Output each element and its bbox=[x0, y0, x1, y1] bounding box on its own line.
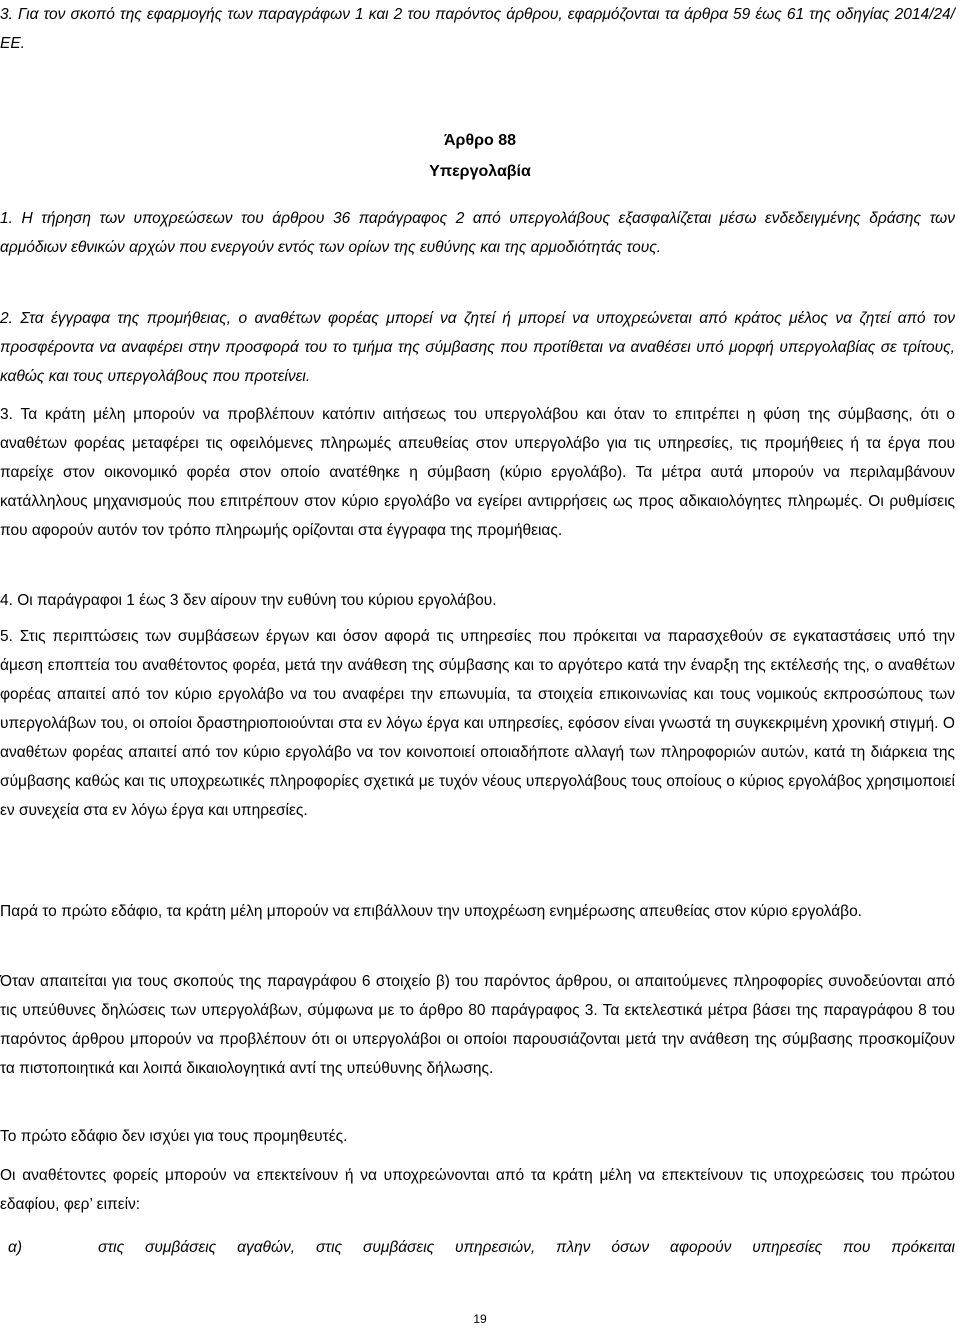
list-item-text: στις συμβάσεις αγαθών, στις συμβάσεις υπηρεσιών, πλην όσων αφορούν υπηρεσίες που πρόκειται bbox=[98, 1239, 955, 1256]
paragraph-2: 2. Στα έγγραφα της προμήθειας, ο αναθέτων φορέας μπορεί να ζητεί ή μπορεί να υποχρεώνεται από κράτος μέλος να ζητεί από τον προσφέροντα να αναφέρει στην προσφορά του το τμήμα της σύμβασης που προτίθεται να αναθέσει υπό μορφή υπεργολαβίας σε τρίτους, καθώς και τους υπεργολάβους που προτείνει. bbox=[0, 310, 955, 385]
paragraph-9: Οι αναθέτοντες φορείς μπορούν να επεκτείνουν ή να υποχρεώνονται από τα κράτη μέλη να επεκτείνουν τις υποχρεώσεις του πρώτου εδαφίου, φερ’ ειπείν: bbox=[0, 1167, 955, 1213]
page-number: 19 bbox=[473, 1312, 487, 1326]
paragraph-8: Το πρώτο εδάφιο δεν ισχύει για τους προμηθευτές. bbox=[0, 1128, 348, 1145]
paragraph-6: Παρά το πρώτο εδάφιο, τα κράτη μέλη μπορούν να επιβάλλουν την υποχρέωση ενημέρωσης απευθείας στον κύριο εργολάβο. bbox=[0, 903, 862, 920]
paragraph-1: 1. Η τήρηση των υποχρεώσεων του άρθρου 36 παράγραφος 2 από υπεργολάβους εξασφαλίζεται μέσω ενδεδειγμένης δράσης των αρμόδιων εθνικών αρχών που ενεργούν εντός των ορίων της ευθύνης και της αρμοδιότητάς τους. bbox=[0, 210, 955, 256]
article-title: Υπεργολαβία bbox=[429, 163, 531, 180]
paragraph-prev-article-3: 3. Για τον σκοπό της εφαρμογής των παραγράφων 1 και 2 του παρόντος άρθρου, εφαρμόζονται τα άρθρα 59 έως 61 της οδηγίας 2014/24/ΕΕ. bbox=[0, 6, 955, 52]
paragraph-7: Όταν απαιτείται για τους σκοπούς της παραγράφου 6 στοιχείο β) του παρόντος άρθρου, οι απαιτούμενες πληροφορίες συνοδεύονται από τις υπεύθυνες δηλώσεις των υπεργολάβων, σύμφωνα με το άρθρο 80 παράγραφος 3. Τα εκτελεστικά μέτρα βάσει της παραγράφου 8 του παρόντος άρθρου μπορούν να προβλέπουν ότι οι υπεργολάβοι οι οποίοι παρουσιάζονται μετά την ανάθεση της σύμβασης προσκομίζουν τα πιστοποιητικά και λοιπά δικαιολογητικά αντί της υπεύθυνης δήλωσης. bbox=[0, 973, 955, 1077]
paragraph-4: 4. Οι παράγραφοι 1 έως 3 δεν αίρουν την ευθύνη του κύριου εργολάβου. bbox=[0, 592, 497, 609]
list-item-marker: α) bbox=[8, 1239, 23, 1256]
paragraph-5: 5. Στις περιπτώσεις των συμβάσεων έργων και όσον αφορά τις υπηρεσίες που πρόκειται να παρασχεθούν σε εγκαταστάσεις υπό την άμεση εποπτεία του αναθέτοντος φορέα, μετά την ανάθεση της σύμβασης και το αργότερο κατά την έναρξη της εκτέλεσής της, ο αναθέτων φορέας απαιτεί από τον κύριο εργολάβο να του αναφέρει την επωνυμία, τα στοιχεία επικοινωνίας και τους νομικούς εκπροσώπους των υπεργολάβων του, οι οποίοι δραστηριοποιούνται στα εν λόγω έργα και υπηρεσίες, εφόσον είναι γνωστά τη συγκεκριμένη χρονική στιγμή. Ο αναθέτων φορέας απαιτεί από τον κύριο εργολάβο να τον κοινοποιεί οποιαδήποτε αλλαγή των πληροφοριών αυτών, κατά τη διάρκεια της σύμβασης καθώς και τις υποχρεωτικές πληροφορίες σχετικά με τυχόν νέους υπεργολάβους τους οποίους ο κύριος εργολάβος χρησιμοποιεί εν συνεχεία στα εν λόγω έργα και υπηρεσίες. bbox=[0, 628, 955, 819]
paragraph-3: 3. Τα κράτη μέλη μπορούν να προβλέπουν κατόπιν αιτήσεως του υπεργολάβου και όταν το επιτρέπει η φύση της σύμβασης, ότι ο αναθέτων φορέας μεταφέρει τις οφειλόμενες πληρωμές απευθείας στον υπεργολάβο για τις υπηρεσίες, τις προμήθειες ή τα έργα που παρείχε στον οικονομικό φορέα στον οποίο ανατέθηκε η σύμβαση (κύριο εργολάβο). Τα μέτρα αυτά μπορούν να περιλαμβάνουν κατάλληλους μηχανισμούς που επιτρέπουν στον κύριο εργολάβο να εγείρει αντιρρήσεις ως προς αδικαιολόγητες πληρωμές. Οι ρυθμίσεις που αφορούν αυτόν τον τρόπο πληρωμής ορίζονται στα έγγραφα της προμήθειας. bbox=[0, 406, 955, 539]
article-number: Άρθρο 88 bbox=[443, 132, 516, 149]
